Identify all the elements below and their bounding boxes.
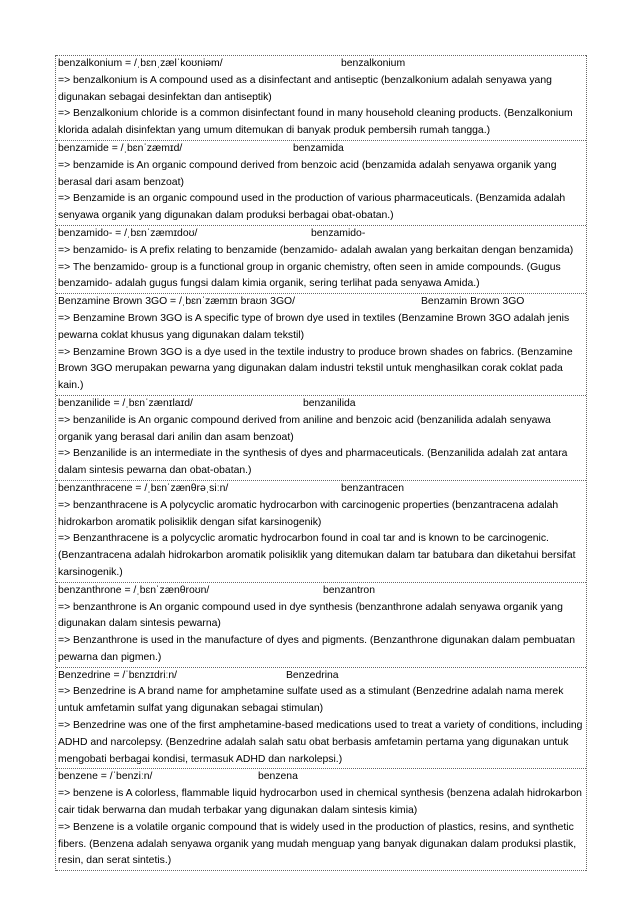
dictionary-entry	[56, 140, 586, 225]
entry-example: => Benzamide is an organic compound used in the production of various pharmaceuticals. (Benzamida adalah senyawa organik yang digunakan dalam produksi berbagai obat-obatan.)	[58, 193, 566, 222]
entry-example: => Benzanthracene is a polycyclic aromatic hydrocarbon found in coal tar and is known to be carcinogenic. (Benzantracena adalah hidrokarbon aromatik polisiklik yang ditemukan dalam tar batubara dan diketahui bersifat karsinogenik.)	[58, 533, 576, 578]
entry-header	[56, 396, 586, 413]
entry-term: benzene = /ˈbenziːn/	[58, 771, 153, 783]
dictionary-entry	[56, 582, 586, 667]
entry-definition: => Benzamine Brown 3GO is A specific type of brown dye used in textiles (Benzamine Brown 3GO adalah jenis pewarna coklat khusus yang digunakan dalam tekstil)	[58, 312, 570, 341]
dictionary-entry	[56, 395, 586, 480]
dictionary-entry	[56, 55, 586, 140]
entry-term: benzanthracene = /ˌbɛnˈzænθrəˌsiːn/	[58, 482, 229, 494]
entry-definition: => benzamido- is A prefix relating to benzamide (benzamido- adalah awalan yang berkaitan dengan benzamida)	[58, 244, 574, 256]
entry-header	[56, 226, 586, 243]
entry-definition: => benzanilide is An organic compound derived from aniline and benzoic acid (benzanilida adalah senyawa organik yang berasal dari anilin dan asam benzoat)	[58, 414, 551, 443]
entry-definition: => benzalkonium is A compound used as a disinfectant and antiseptic (benzalkonium adalah senyawa yang digunakan sebagai desinfektan dan antiseptik)	[58, 74, 552, 103]
entry-translation: benzanilida	[303, 397, 356, 409]
dictionary-entry	[56, 293, 586, 395]
entry-term: Benzedrine = /ˈbɛnzɪdriːn/	[58, 669, 178, 681]
entry-translation: Benzamin Brown 3GO	[421, 296, 525, 308]
entry-translation: Benzedrina	[286, 669, 339, 681]
entry-term: benzanthrone = /ˌbɛnˈzænθroʊn/	[58, 584, 210, 596]
entry-example: => Benzalkonium chloride is a common disinfectant found in many household cleaning products. (Benzalkonium klorida adalah disinfektan yang umum ditemukan di banyak produk pembersih rumah tangga.)	[58, 108, 573, 137]
entry-translation: benzantracen	[341, 482, 404, 494]
dictionary-entry	[56, 768, 586, 871]
dictionary-entry	[56, 667, 586, 769]
entry-term: Benzamine Brown 3GO = /ˌbɛnˈzæmɪn braʊn 3GO/	[58, 296, 295, 308]
entry-example: => Benzamine Brown 3GO is a dye used in the textile industry to produce brown shades on fabrics. (Benzamine Brown 3GO merupakan pewarna yang digunakan dalam industri tekstil untuk menghasilkan corak coklat pada kain.)	[58, 346, 573, 392]
entry-header	[56, 668, 586, 685]
entry-translation: benzamida	[293, 142, 344, 154]
entry-header	[56, 141, 586, 158]
entry-term: benzanilide = /ˌbɛnˈzænɪlaɪd/	[58, 397, 193, 409]
entry-example: => Benzanthrone is used in the manufacture of dyes and pigments. (Benzanthrone digunakan dalam pembuatan pewarna dan pigmen.)	[58, 635, 575, 663]
entry-example: => Benzanilide is an intermediate in the synthesis of dyes and pharmaceuticals. (Benzanilida adalah zat antara dalam sintesis pewarna dan obat-obatan.)	[58, 448, 568, 477]
entry-definition: => benzene is A colorless, flammable liquid hydrocarbon used in chemical synthesis (benzena adalah hidrokarbon cair tidak berwarna dan mudah terbakar yang digunakan dalam sintesis kimia)	[58, 788, 582, 817]
entry-header	[56, 56, 586, 73]
entry-definition: => benzanthracene is A polycyclic aromatic hydrocarbon with carcinogenic properties (benzantracena adalah hidrokarbon aromatik polisiklik dengan sifat karsinogenik)	[58, 499, 559, 528]
entry-definition: => benzamide is An organic compound derived from benzoic acid (benzamida adalah senyawa organik yang berasal dari asam benzoat)	[58, 159, 557, 188]
entry-example: => Benzedrine was one of the first amphetamine-based medications used to treat a variety of conditions, including ADHD and narcolepsy. (Benzedrine adalah salah satu obat berbasis amfetamin pertama yang digunakan untuk mengobati berbagai kondisi, termasuk ADHD dan narkolepsi.)	[58, 720, 583, 765]
entry-header	[56, 583, 586, 600]
entry-header	[56, 481, 586, 498]
entry-term: benzamido- = /ˌbɛnˈzæmɪdoʊ/	[58, 227, 198, 239]
entry-translation: benzalkonium	[341, 58, 406, 69]
entry-translation: benzantron	[323, 584, 375, 596]
entry-translation: benzena	[258, 771, 298, 783]
entry-term: benzamide = /ˌbɛnˈzæmɪd/	[58, 142, 183, 154]
entry-translation: benzamido-	[311, 227, 366, 239]
entry-definition: => Benzedrine is A brand name for amphetamine sulfate used as a stimulant (Benzedrine adalah nama merek untuk amfetamin sulfat yang digunakan sebagai stimulan)	[58, 686, 564, 715]
entry-header	[56, 294, 586, 311]
entry-header	[56, 769, 586, 786]
dictionary-sheet	[55, 55, 587, 871]
entry-definition: => benzanthrone is An organic compound used in dye synthesis (benzanthrone adalah senyawa organik yang digunakan dalam sintesis pewarna)	[58, 601, 563, 630]
dictionary-entry	[56, 480, 586, 582]
entry-example: => Benzene is a volatile organic compound that is widely used in the production of plastics, resins, and synthetic fibers. (Benzena adalah senyawa organik yang mudah menguap yang banyak digunakan dalam produksi plastik, resin, dan serat sintetis.)	[58, 821, 577, 867]
entry-example: => The benzamido- group is a functional group in organic chemistry, often seen in amide compounds. (Gugus benzamido- adalah gugus fungsi dalam kimia organik, sering terlihat pada senyawa Amida.)	[58, 261, 561, 290]
entry-term: benzalkonium = /ˌbɛnˌzælˈkoʊniəm/	[58, 58, 223, 69]
dictionary-entry	[56, 225, 586, 293]
